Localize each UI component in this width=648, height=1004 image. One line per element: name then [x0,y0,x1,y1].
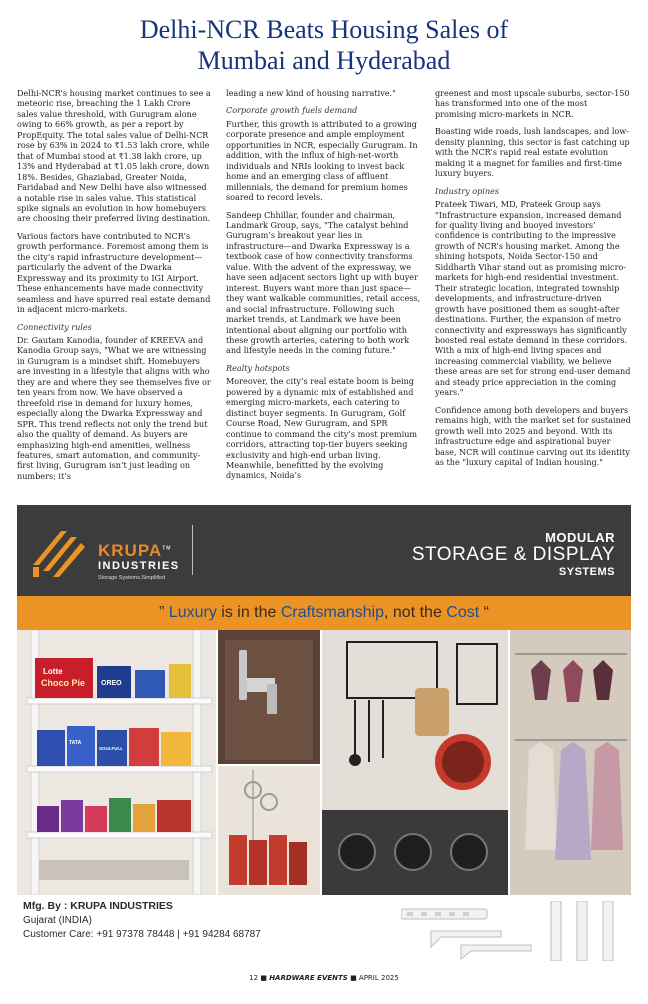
slogan-quote-open: ” [159,604,169,621]
headline-line-1: Delhi-NCR Beats Housing Sales of [139,15,509,44]
footer-square-icon: ■ [260,974,267,982]
subheading-industry-opines: Industry opines [435,185,500,196]
article-column-3 [435,88,631,492]
brand-subtitle: INDUSTRIES [98,560,180,572]
manufacturer-location: Gujarat (INDIA) [23,915,92,926]
ad-title-systems: SYSTEMS [558,566,615,578]
product-photos-image [17,630,631,895]
slogan-word-luxury: Luxury [168,604,217,621]
product-photo-collage [17,630,631,895]
trademark: TM [162,545,172,552]
pack-text: OREO [101,680,122,687]
apparel-display-photo [509,630,631,895]
publication-name: HARDWARE EVENTS [269,974,348,982]
pack-text: Lotte [43,667,63,676]
shelf-bracket-icon [401,901,621,961]
ad-title-storage-display: STORAGE & DISPLAY [411,544,615,565]
paragraph: leading a new kind of housing narrative." [226,88,396,98]
paragraph: Dr. Gautam Kanodia, founder of KREEVA and Kanodia Group says, "What we are witnessing in Gurugram is a mindset shift. Homebuyers are investing in a lifestyle that aligns with who they are and where they see themselves five or ten years from now. We have observed a threefold rise in demand for luxury homes, especially along the Dwarka Expressway and SPR. This trend reflects not only the trend but also the quality of demand. As buyers are emphasizing high-end amenities, wellness features, smart automation, and community-first living, Gurugram isn’t just leading on numbers; it’s [17,334,211,481]
paragraph: Sandeep Chhillar, founder and chairman, Landmark Group, says, "The catalyst behind Gurugram’s breakout year lies in infrastructure—and Dwarka Expressway is a textbook case of how connectivity transforms value. With the advent of the expressway, we have seen adjacent sectors light up with buyer interest. Buyers want more than just space—they want walkable communities, retail access, and social infrastructure. Following such market trends, at Landmark we have been intentional about aligning our portfolio with these growth arteries, catering to both work and lifestyle needs in the coming future." [226,209,421,356]
ad-header [17,505,631,596]
issue-date: APRIL 2025 [358,974,399,982]
krupa-advertisement [17,505,631,968]
paragraph: greenest and most upscale suburbs, sector-150 has transformed into one of the most promising micro-markets in NCR. [435,88,630,119]
slogan-text: is in the [216,604,281,621]
page-footer [0,974,648,982]
subheading-corporate-growth: Corporate growth fuels demand [226,105,358,116]
pack-text: Choco Pie [41,678,86,688]
subheading-realty-hotspots: Realty hotspots [226,362,290,373]
article-body [17,88,631,492]
paragraph: Confidence among both developers and buyers remains high, with the market set for sustained growth well into 2025 and beyond. With its infrastructure edge and aspirational buyer base, NCR will continue carving out its identity as the "luxury capital of Indian housing." [435,404,631,467]
slogan-word-craftsmanship: Craftsmanship [280,604,385,621]
manufacturer-info [23,899,261,942]
headline [0,14,648,76]
brand-tagline: Storage Systems,Simplified [98,575,166,581]
pack-text: TATA [69,740,82,746]
footer-square-icon: ■ [350,974,357,982]
subheading-connectivity: Connectivity rules [17,321,92,332]
headline-line-2: Mumbai and Hyderabad [197,46,451,75]
logo-divider [192,525,193,575]
manufacturer-name: Mfg. By : KRUPA INDUSTRIES [23,900,173,912]
krupa-logo-icon [31,523,87,579]
pack-text: SOULFULL [99,746,123,751]
customer-care: Customer Care: +91 97378 78448 | +91 94284 68787 [23,929,261,940]
hardware-display-photo [217,630,321,895]
article-column-1 [17,88,213,492]
ad-title-modular: MODULAR [545,530,615,545]
paragraph: Boasting wide roads, lush landscapes, and low-density planning, this sector is fast catching up with the NCR’s rapid real estate evolution making it a magnet for families and first-time luxury buyers. [435,126,630,179]
brand-name [98,541,171,561]
paragraph: Prateek Tiwari, MD, Prateek Group says "Infrastructure expansion, increased demand for quality living and buoyed investors’ confidence is contributing to the impressive growth of NCR’s housing market. Among the shining hotspots, Noida Sector-150 and Siddharth Vihar stand out as promising micro-markets for high-end residential investment. Their strategic location, integrated township developments, and infrastructure-driven growth have positioned them as sought-after destinations. Further, the expansion of metro connectivity and expressways has significantly boosted real estate demand in these corridors. With a mix of high-end living spaces and increasing commercial viability, we believe these areas are set for strong end-user demand and steady price appreciation in the coming years." [435,199,631,398]
slogan-word-cost: Cost [446,604,480,621]
page-number: 12 [249,974,259,982]
slogan-quote-close: “ [479,604,489,621]
slogan-bar [17,596,631,630]
paragraph: Various factors have contributed to NCR’s growth performance. Foremost among them is the city’s rapid infrastructure development—particularly the advent of the Dwarka Expressway and its proximity to IGI Airport. These enhancements have made connectivity seamless and have spurred real estate demand in adjacent micro-markets. [17,230,211,315]
paragraph: Moreover, the city’s real estate boom is being powered by a dynamic mix of established and emerging micro-markets, each catering to distinct buyer segments. In Gurugram, Golf Course Road, New Gurugram, and SPR continue to command the city’s most premium corridors, attracting top-tier buyers seeking exclusivity and high-end urban living. Meanwhile, benefitted by the evolving dynamics, Noida’s [226,376,418,481]
brand-text: KRUPA [98,541,163,560]
slogan-text: , not the [384,604,447,621]
article-column-2 [226,88,422,492]
paragraph: Further, this growth is attributed to a growing corporate presence and ample employment opportunities in NCR, especially Gurugram. In addition, with the influx of high-net-worth individuals and NRIs looking to invest back home and an emerging class of affluent millennials, the demand for premium homes soared to record levels. [226,118,418,203]
retail-shelf-photo [17,630,217,895]
paragraph: Delhi-NCR’s housing market continues to see a meteoric rise, breaching the 1 Lakh Crore sales value threshold, with Gurugram alone owing to 66% growth, as per a report by PropEquity. The total sales value of Delhi-NCR rose by 63% in 2024 to ₹1.53 lakh crore, while that of Mumbai stood at ₹1.38 lakh crore, up 13% and Hyderabad at ₹1.05 lakh crore, down 18%. Besides, Ghaziabad, Greater Noida, Faridabad and New Delhi have also witnessed a notable rise in sales value. This statistical spike signals an evolution in how homebuyers are choosing their preferred living destination. [17,88,211,224]
kitchen-utensil-photo [321,630,509,895]
